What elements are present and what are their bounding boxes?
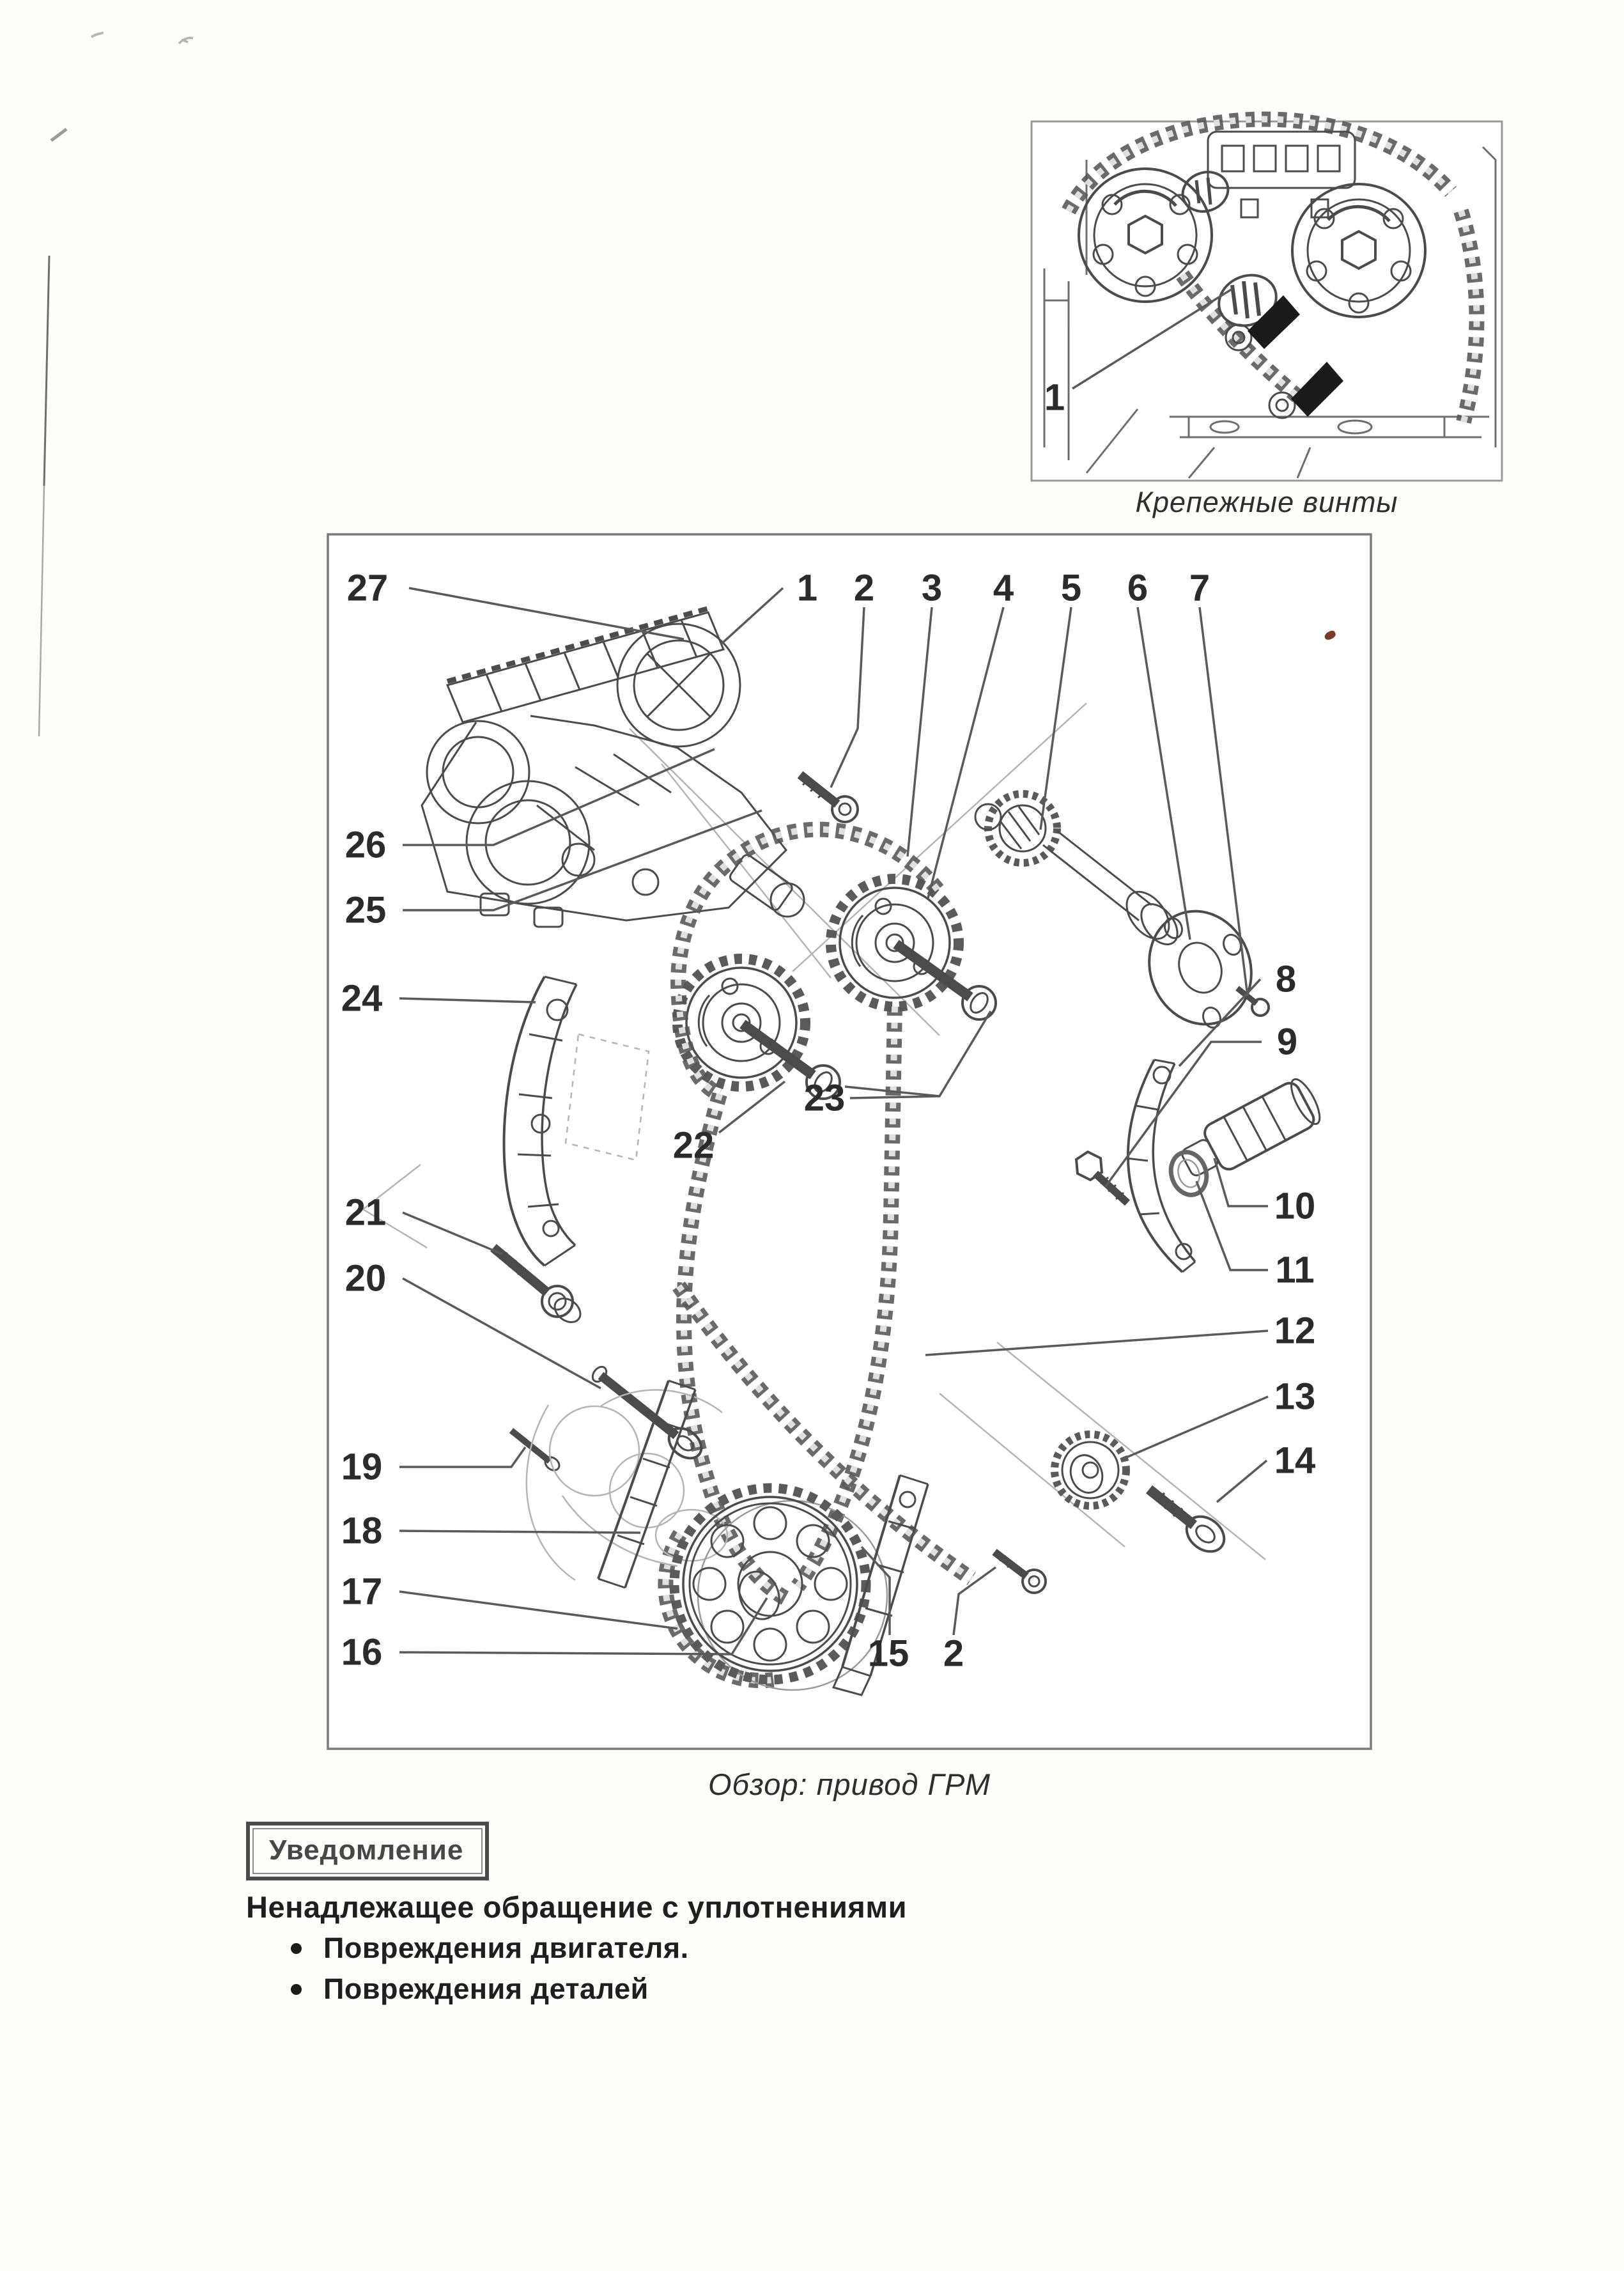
callout-23: 23 — [803, 1077, 846, 1119]
warning-heading: Ненадлежащее обращение с уплотнениями — [246, 1890, 908, 1924]
callout-17: 17 — [341, 1570, 383, 1613]
scan-artifacts — [39, 33, 193, 736]
callout-7: 7 — [1189, 567, 1210, 609]
callout-9: 9 — [1276, 1021, 1298, 1063]
callout-16: 16 — [341, 1631, 383, 1673]
bullet-text: Повреждения деталей — [323, 1973, 649, 2005]
notice-box — [246, 1822, 489, 1880]
callout-8: 8 — [1275, 958, 1297, 1000]
callout-20: 20 — [344, 1257, 387, 1299]
callout-2: 2 — [853, 567, 875, 609]
inset-caption: Крепежные винты — [1135, 486, 1398, 518]
callout-3: 3 — [921, 567, 943, 609]
callout-22: 22 — [672, 1124, 715, 1167]
callout-10: 10 — [1274, 1185, 1316, 1227]
inset-figure — [1032, 120, 1502, 481]
list-item — [291, 1932, 689, 1965]
callout-18: 18 — [341, 1510, 383, 1552]
callout-14: 14 — [1274, 1439, 1316, 1482]
callout-25: 25 — [344, 889, 387, 931]
notice-title: Уведомление — [269, 1834, 464, 1866]
bullet-icon — [291, 1943, 302, 1954]
callout-12: 12 — [1274, 1310, 1316, 1352]
inset-callout-1: 1 — [1044, 376, 1065, 419]
callout-11: 11 — [1275, 1249, 1315, 1291]
callout-24: 24 — [341, 977, 383, 1019]
callout-6: 6 — [1127, 567, 1148, 609]
warning-bullets — [291, 1932, 689, 2013]
callout-19: 19 — [341, 1446, 383, 1488]
bullet-icon — [291, 1984, 302, 1995]
callout-1: 1 — [796, 567, 818, 609]
callout-13: 13 — [1274, 1376, 1316, 1418]
list-item — [291, 1973, 689, 2006]
callout-26: 26 — [344, 824, 387, 866]
callout-21: 21 — [344, 1191, 387, 1234]
callout-15: 15 — [867, 1632, 909, 1675]
bullet-text: Повреждения двигателя. — [323, 1932, 689, 1964]
callout-5: 5 — [1060, 567, 1082, 609]
callout-2b: 2 — [943, 1632, 964, 1675]
diagram-caption: Обзор: привод ГРМ — [708, 1767, 991, 1801]
callout-4: 4 — [993, 567, 1014, 609]
callout-27: 27 — [346, 567, 389, 609]
